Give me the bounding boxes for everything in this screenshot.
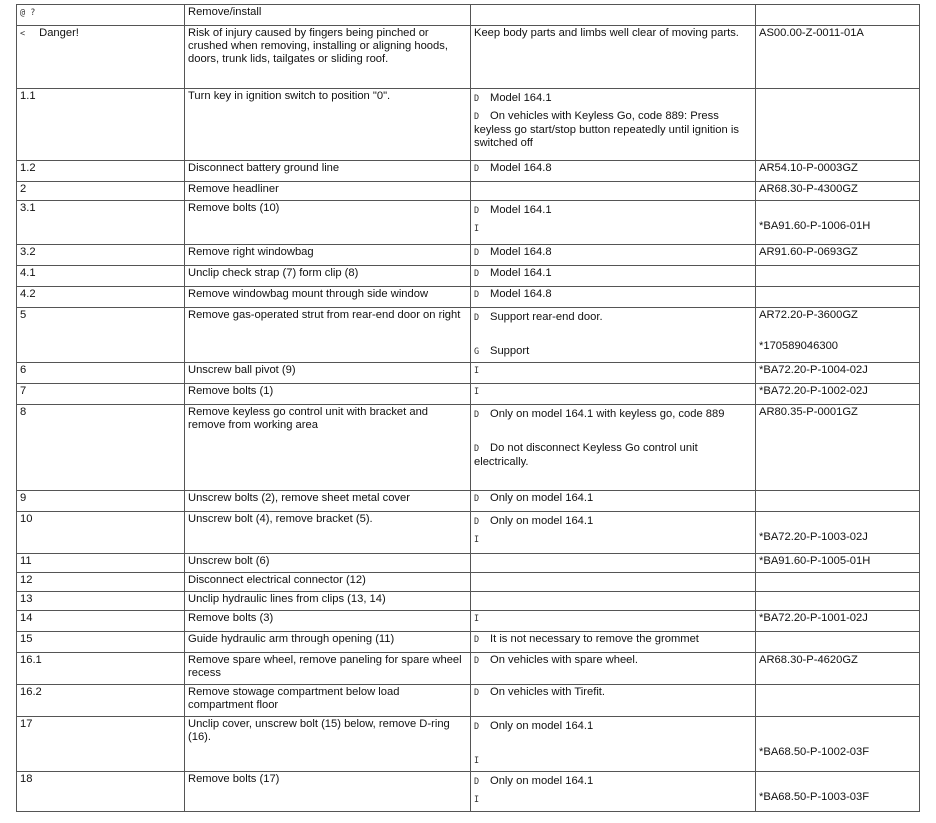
table-row: 18 Remove bolts (17) D Only on model 164.1 I *BA68.50-P-1003-03F bbox=[17, 772, 920, 812]
note-icon: D bbox=[474, 94, 480, 104]
info-icon: I bbox=[474, 224, 480, 234]
note-icon: D bbox=[474, 777, 480, 787]
note-icon: D bbox=[474, 269, 480, 279]
note-icon: D bbox=[474, 517, 480, 527]
table-row: 16.2 Remove stowage compartment below load compartment floor D On vehicles with Tirefit. bbox=[17, 685, 920, 717]
table-row: 10 Unscrew bolt (4), remove bracket (5). D Only on model 164.1 I *BA72.20-P-1003-02J bbox=[17, 512, 920, 554]
table-row: 1.1 Turn key in ignition switch to position "0". D Model 164.1 D On vehicles with Keyless Go, code 889: Press keyless go start/stop button repeatedly until ignition is switched off bbox=[17, 89, 920, 161]
note-icon: D bbox=[474, 444, 480, 454]
table-row: 4.2 Remove windowbag mount through side window D Model 164.8 bbox=[17, 287, 920, 308]
note-icon: D bbox=[474, 164, 480, 174]
table-row: 3.2 Remove right windowbag D Model 164.8 AR91.60-P-0693GZ bbox=[17, 245, 920, 266]
note-icon: D bbox=[474, 688, 480, 698]
table-row: 15 Guide hydraulic arm through opening (11) D It is not necessary to remove the grommet bbox=[17, 632, 920, 653]
table-row: 12 Disconnect electrical connector (12) bbox=[17, 573, 920, 592]
danger-icon: < bbox=[20, 29, 26, 39]
table-row: 3.1 Remove bolts (10) D Model 164.1 I *BA91.60-P-1006-01H bbox=[17, 201, 920, 245]
tool-icon: G bbox=[474, 347, 480, 357]
table-row: 4.1 Unclip check strap (7) form clip (8) D Model 164.1 bbox=[17, 266, 920, 287]
danger-ref: AS00.00-Z-0011-01A bbox=[756, 26, 920, 89]
info-icon: I bbox=[474, 366, 480, 376]
header-symbols: @ ? bbox=[17, 5, 185, 26]
table-row: 14 Remove bolts (3) I *BA72.20-P-1001-02J bbox=[17, 611, 920, 632]
table-row: 6 Unscrew ball pivot (9) I *BA72.20-P-1004-02J bbox=[17, 363, 920, 384]
table-row: 5 Remove gas-operated strut from rear-end door on right D Support rear-end door. G Support AR72.20-P-3600GZ *170589046300 bbox=[17, 308, 920, 363]
table-row: 17 Unclip cover, unscrew bolt (15) below, remove D-ring (16). D Only on model 164.1 I *BA68.50-P-1002-03F bbox=[17, 717, 920, 772]
note-icon: D bbox=[474, 313, 480, 323]
table-row: 11 Unscrew bolt (6) *BA91.60-P-1005-01H bbox=[17, 554, 920, 573]
table-row: 8 Remove keyless go control unit with bracket and remove from working area D Only on model 164.1 with keyless go, code 889 D Do not disconnect Keyless Go control unit electrically. AR80.35-P-0001GZ bbox=[17, 405, 920, 491]
danger-risk: Risk of injury caused by fingers being pinched or crushed when removing, installing or aligning hoods, doors, trunk lids, tailgates or sliding roof. bbox=[185, 26, 471, 89]
table-row: 16.1 Remove spare wheel, remove paneling for spare wheel recess D On vehicles with spare wheel. AR68.30-P-4620GZ bbox=[17, 653, 920, 685]
note-icon: D bbox=[474, 656, 480, 666]
danger-row bbox=[17, 26, 920, 89]
info-icon: I bbox=[474, 756, 480, 766]
info-icon: I bbox=[474, 535, 480, 545]
header-action: Remove/install bbox=[185, 5, 471, 26]
note-icon: D bbox=[474, 206, 480, 216]
note-icon: D bbox=[474, 635, 480, 645]
table-row: 13 Unclip hydraulic lines from clips (13, 14) bbox=[17, 592, 920, 611]
info-icon: I bbox=[474, 795, 480, 805]
note-icon: D bbox=[474, 722, 480, 732]
note-icon: D bbox=[474, 494, 480, 504]
danger-label: Danger! bbox=[39, 27, 79, 39]
table-row: 1.2 Disconnect battery ground line D Model 164.8 AR54.10-P-0003GZ bbox=[17, 161, 920, 182]
info-icon: I bbox=[474, 614, 480, 624]
table-row: 9 Unscrew bolts (2), remove sheet metal cover D Only on model 164.1 bbox=[17, 491, 920, 512]
note-icon: D bbox=[474, 248, 480, 258]
procedure-table bbox=[16, 4, 920, 812]
info-icon: I bbox=[474, 387, 480, 397]
danger-measure: Keep body parts and limbs well clear of moving parts. bbox=[471, 26, 756, 89]
note-icon: D bbox=[474, 290, 480, 300]
table-row: 7 Remove bolts (1) I *BA72.20-P-1002-02J bbox=[17, 384, 920, 405]
note-icon: D bbox=[474, 112, 480, 122]
header-row bbox=[17, 5, 920, 26]
table-row: 2 Remove headliner AR68.30-P-4300GZ bbox=[17, 182, 920, 201]
note-icon: D bbox=[474, 410, 480, 420]
